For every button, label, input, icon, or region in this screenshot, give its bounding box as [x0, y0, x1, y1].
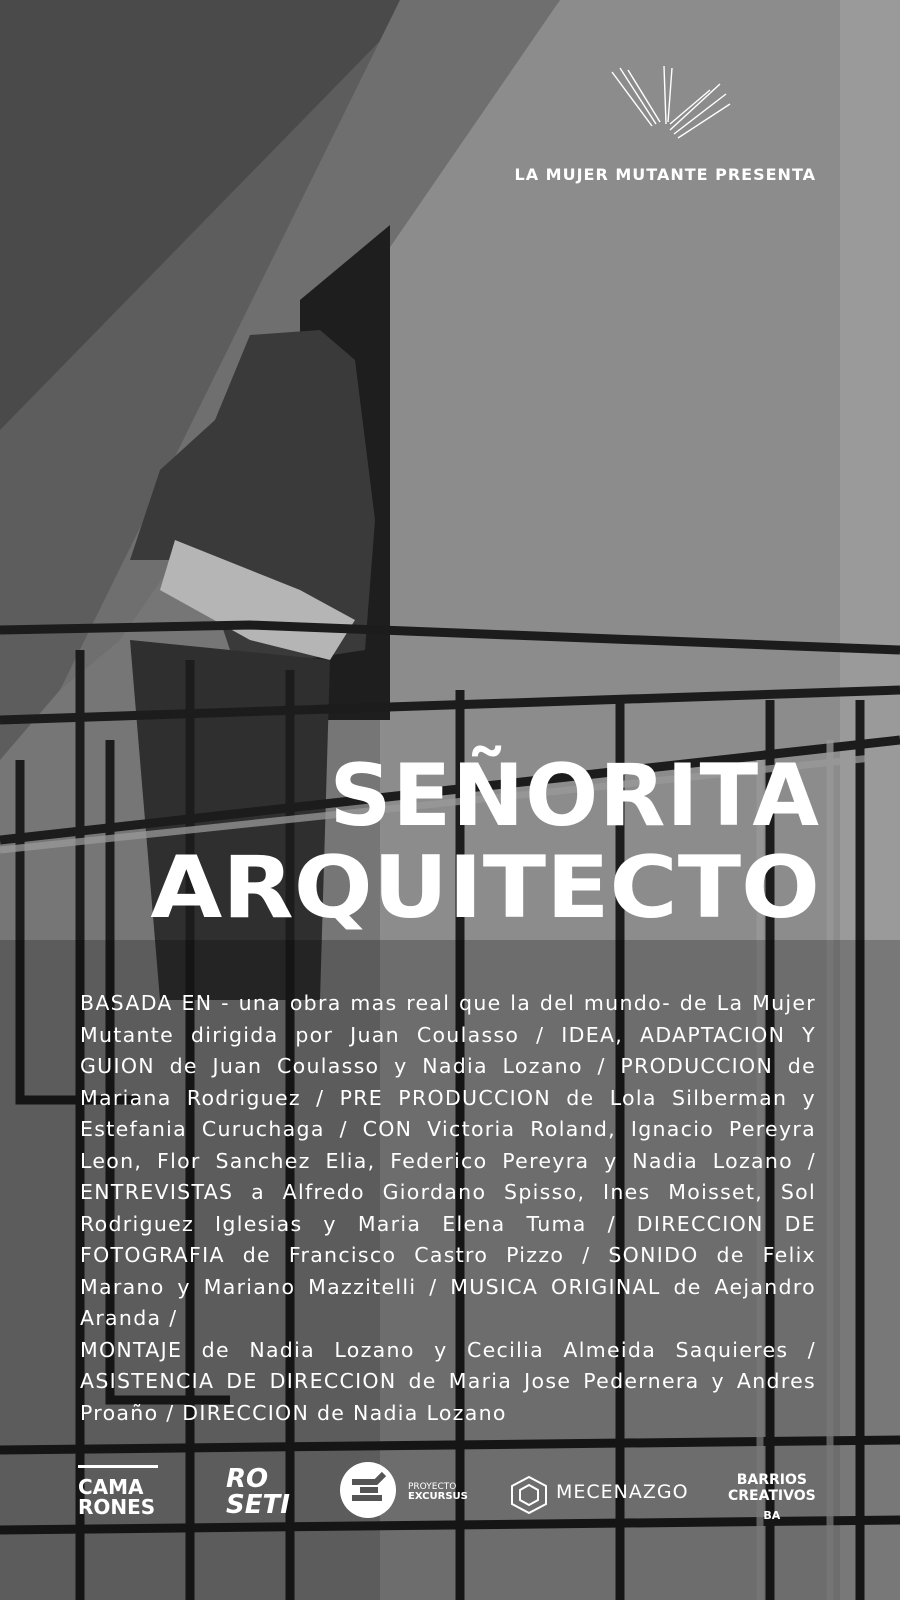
mujer-mutante-logo — [600, 64, 740, 156]
credits-paragraph: BASADA EN - una obra mas real que la del mundo- de La Mujer Mutante dirigida por Juan Coulasso / IDEA, ADAPTACION Y GUION de Juan Coulasso y Nadia Lozano / PRODUCCION de Mariana Rodriguez / PRE PRODUCCION de Lola Silberman y Estefania Curuchaga / CON Victoria Roland, Ignacio Pereyra Leon, Flor Sanchez Elia, Federico Pereyra y Nadia Lozano / ENTREVISTAS a Alfredo Giordano Spisso, Ines Moisset, Sol Rodriguez Iglesias y Maria Elena Tuma / DIRECCION DE FOTOGRAFIA de Francisco Castro Pizzo / SONIDO de Felix Marano y Mariano Mazzitelli / MUSICA ORIGINAL de Aejandro Aranda / — [80, 991, 816, 1330]
title-line-1: SEÑORITA — [329, 746, 820, 846]
title-line-2: ARQUITECTO — [150, 838, 820, 938]
hexagon-icon — [510, 1475, 548, 1515]
camarones-logo: CAMA RONES — [78, 1465, 158, 1517]
credits-block — [80, 988, 816, 1429]
roseti-logo: RO SETI — [226, 1464, 290, 1520]
mecenazgo-logo: MECENAZGO — [510, 1475, 548, 1519]
presenter-text: LA MUJER MUTANTE PRESENTA — [514, 165, 816, 184]
ba-badge: BA — [763, 1509, 781, 1522]
sponsor-logos — [78, 1460, 818, 1540]
film-title — [150, 746, 820, 938]
excursus-icon — [338, 1460, 398, 1520]
excursus-logo: PROYECTO EXCURSUS — [338, 1460, 398, 1524]
barrios-creativos-logo: BARRIOS CREATIVOS BA — [728, 1472, 816, 1522]
presenter-block — [0, 60, 900, 190]
credits-paragraph: MONTAJE de Nadia Lozano y Cecilia Almeida Saquieres / ASISTENCIA DE DIRECCION de Maria Jose Pedernera y Andres Proaño / DIRECCION de Nadia Lozano — [80, 1337, 816, 1425]
